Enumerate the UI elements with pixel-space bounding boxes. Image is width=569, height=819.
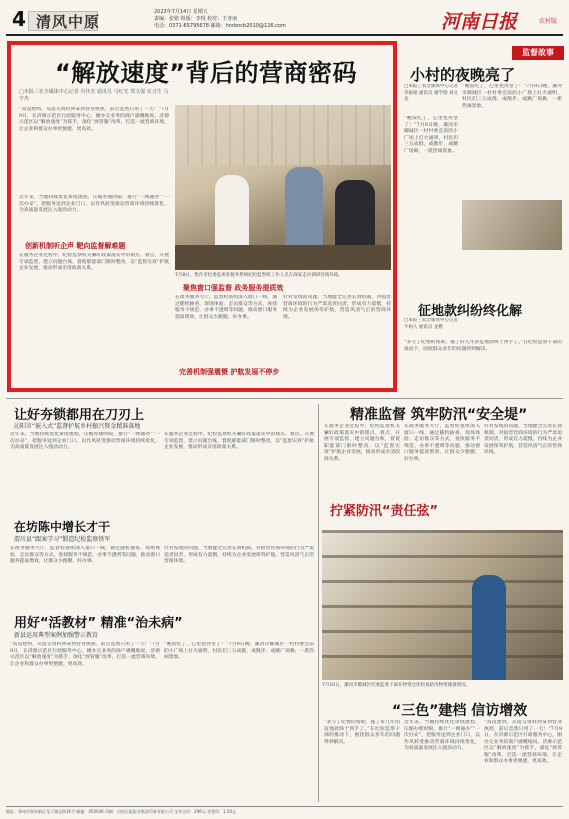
- photo-shelves: [175, 105, 391, 165]
- story-text-petition-1: “多亏了纪委的帮助，拖了好几年的征地款终于到手了。”在纪检监察干部的推动下，困扰群众多年的问题得到解决。: [324, 720, 400, 745]
- feature-article-highlight: [7, 41, 397, 392]
- warehouse-shelves: [322, 530, 563, 680]
- newspaper-logo: 河南日报: [440, 11, 517, 33]
- issue-meta: [154, 9, 304, 30]
- warehouse-photo-caption: 7月10日，漯河市郾城区纪委监委干部在物资仓库检查防汛物资储备情况。: [322, 683, 471, 688]
- feature-headline: “解放速度”背后的营商密码: [55, 59, 358, 87]
- feature-paragraph-3: 在服务企业过程中，纪检监察机关紧盯政策落实中的堵点、难点，开展专项监督，建立问题台账，督促职能部门限时整改，以“监督实效”护航企业发展，推动形成亲清政商关系。: [19, 253, 169, 271]
- page-footer: 地址：郑州市郑东新区龙子湖北路16号 邮编：450046 印刷：河南日报报业集团印务有限公司 全年定价：296元 零售价：1.50元: [6, 806, 563, 815]
- story-text-funds-1: 近年来，当地持续优化审批流程，压缩办理时限，推行“一网通办”“一次办妥”，把服务送到企业门口，以作风转变推动营商环境持续优化，为高质量发展注入强劲动力。: [10, 432, 160, 450]
- section-title: 清风中原: [36, 13, 101, 31]
- story-headline-funds: 让好夯锁都用在刀刃上: [14, 408, 145, 423]
- story-byline-land-dispute: □本报三农全媒体中心记者 牛树人 通讯员 龙楷: [404, 318, 458, 330]
- story-headline-land-dispute: 征地款纠纷终化解: [418, 304, 523, 319]
- page-number: 4: [12, 7, 26, 31]
- feature-byline: □本报三农全媒体中心记者 冯佳杰 通讯员 马红光 郑文强 实习生 马宇杰: [19, 89, 169, 102]
- story-byline-village-lights: □本报三农全媒体中心记者 李振娟 通讯员 谢学瑞 刘文龙: [404, 84, 458, 102]
- story-subhead-funds: 沁阳市“嵌入式”监督护航乡村振兴资金精准落地: [14, 423, 141, 430]
- story-headline-flood-supervision: 精准监督 筑牢防汛“安全堤”: [350, 407, 528, 423]
- story-headline-training: 在坊陈中增长才干: [14, 520, 111, 534]
- newspaper-logo-sub: 农村版: [538, 18, 557, 25]
- divider: [6, 398, 563, 399]
- story-text-flood-3: 针对发现的问题，当地健全完善长效机制，对损害营商环境的行为严肃追责问责，形成有力震慑，持续为企业发展保驾护航，营造风清气正的营商环境。: [484, 424, 562, 455]
- story-headline-flood-responsibility: 拧紧防汛“责任弦”: [330, 504, 439, 519]
- contact: 电话：0371-65795678 邮箱：hnrbncb2010@126.com: [154, 23, 286, 29]
- story-text-flood-2: 在政务服务大厅，监督检查组深入窗口一线，通过随机抽查、现场体验、走访群众等方式，查找服务不规范、办事不透明等问题，推动窗口服务提质增效，让群众少跑腿、好办事。: [404, 424, 480, 462]
- warehouse-photo: [322, 530, 563, 680]
- story-text-village-lights-cont: “晚饭吃了，心里也亮堂了！”7月9日晚，漯河市郾城区一村村委会前的小广场上灯火通明，村民们三五成群，或散步、或跳广场舞，一派热闹景象。: [462, 84, 562, 109]
- feature-subhead-2: 聚焦窗口强监督 政务服务提质效: [183, 284, 284, 292]
- story-text-flood-1: 在服务企业过程中，纪检监察机关紧盯政策落实中的堵点、难点，开展专项监督，建立问题台账，督促职能部门限时整改，以“监督实效”护航企业发展，推动形成亲清政商关系。: [324, 424, 400, 462]
- story-headline-warning-education: 用好“活教材” 精准“治未病”: [14, 616, 183, 631]
- feature-photo-caption: 7月8日，集作市纪委监委驻税务系统纪检监察组工作人员在商家走访调研营商环境。: [175, 273, 343, 278]
- feature-paragraph-2: 近年来，当地持续优化审批流程，压缩办理时限，推行“一网通办”“一次办妥”，把服务送到企业门口，以作风转变推动营商环境持续优化，为高质量发展注入强劲动力。: [19, 195, 169, 213]
- photo-counter: [175, 245, 391, 270]
- story-headline-village-lights: 小村的夜晚亮了: [410, 66, 516, 84]
- feature-photo: [175, 105, 391, 270]
- story-subhead-warning-education: 新县运用典型案例加强警示教育: [14, 632, 99, 639]
- story-text-land-dispute: “多亏了纪委的帮助，拖了好几年的征地款终于到手了。”在纪检监察干部的推动下，困扰群众多年的问题得到解决。: [404, 340, 562, 352]
- story-text-warning-2: “晚饭吃了，心里也亮堂了！”7月9日晚，漯河市郾城区一村村委会前的小广场上灯火通明，村民们三五成群，或散步、或跳广场舞，一派热闹景象。: [164, 642, 314, 660]
- supervision-story-badge: 监督故事: [512, 46, 564, 60]
- issue-date: 2023年7月14日 星期五: [154, 9, 208, 15]
- feature-paragraph-4: 在政务服务大厅，监督检查组深入窗口一线，通过随机抽查、现场体验、走访群众等方式，查找服务不规范、办事不透明等问题，推动窗口服务提质增效，让群众少跑腿、好办事。: [175, 295, 277, 320]
- story-headline-petition-files: “三色”建档 信访增效: [392, 703, 528, 719]
- story-text-training-2: 针对发现的问题，当地健全完善长效机制，对损害营商环境的行为严肃追责问责，形成有力震慑，持续为企业发展保驾护航，营造风清气正的营商环境。: [164, 546, 314, 564]
- feature-paragraph-5: 针对发现的问题，当地健全完善长效机制，对损害营商环境的行为严肃追责问责，形成有力震慑，持续为企业发展保驾护航，营造风清气正的营商环境。: [283, 295, 391, 320]
- story-text-petition-2: 近年来，当地持续优化审批流程，压缩办理时限，推行“一网通办”“一次办妥”，把服务送到企业门口，以作风转变推动营商环境持续优化，为高质量发展注入强劲动力。: [404, 720, 480, 751]
- column-divider: [318, 404, 319, 802]
- story-text-training-1: 在政务服务大厅，监督检查组深入窗口一线，通过随机抽查、现场体验、走访群众等方式，查找服务不规范、办事不透明等问题，推动窗口服务提质增效，让群众少跑腿、好办事。: [10, 546, 160, 564]
- story-text-funds-2: 在服务企业过程中，纪检监察机关紧盯政策落实中的堵点、难点，开展专项监督，建立问题台账，督促职能部门限时整改，以“监督实效”护航企业发展，推动形成亲清政商关系。: [164, 432, 314, 450]
- masthead: [6, 4, 563, 36]
- feature-subhead-1: 创新机制听企声 靶向监督解难题: [25, 242, 126, 250]
- story-text-warning-1: “真没想到，从提交资料到拿到营业执照，前后竟然只用了一天！”7月9日，在济源示范区行政服务中心，刚办完业务的商户感慨地说。济源示范区以“解放速度”为抓手，深化“放管服”改革，打造一流营商环境，让企业和群众办事更便捷、更高效。: [10, 642, 160, 667]
- warehouse-inspector: [472, 575, 506, 680]
- story-subhead-training: 渭川县“跟案学习”锻造纪检监察铁军: [14, 536, 111, 543]
- story-text-petition-3: “真没想到，从提交资料到拿到营业执照，前后竟然只用了一天！”7月9日，在济源示范区行政服务中心，刚办完业务的商户感慨地说。济源示范区以“解放速度”为抓手，深化“放管服”改革，打造一流营商环境，让企业和群众办事更便捷、更高效。: [484, 720, 562, 764]
- story-text-village-lights: “晚饭吃了，心里也亮堂了！”7月9日晚，漯河市郾城区一村村委会前的小广场上灯火通明，村民们三五成群，或散步、或跳广场舞，一派热闹景象。: [404, 116, 458, 154]
- village-photo: [462, 200, 562, 250]
- feature-paragraph-1: “真没想到，从提交资料到拿到营业执照，前后竟然只用了一天！”7月9日，在济源示范区行政服务中心，刚办完业务的商户感慨地说。济源示范区以“解放速度”为抓手，深化“放管服”改革，打造一流营商环境，让企业和群众办事更便捷、更高效。: [19, 107, 169, 132]
- feature-subhead-3: 完善机制强震慑 护航发展不停步: [179, 368, 280, 376]
- editors: 责编：张铭 组版：李悦 校对：王亚南: [154, 16, 238, 22]
